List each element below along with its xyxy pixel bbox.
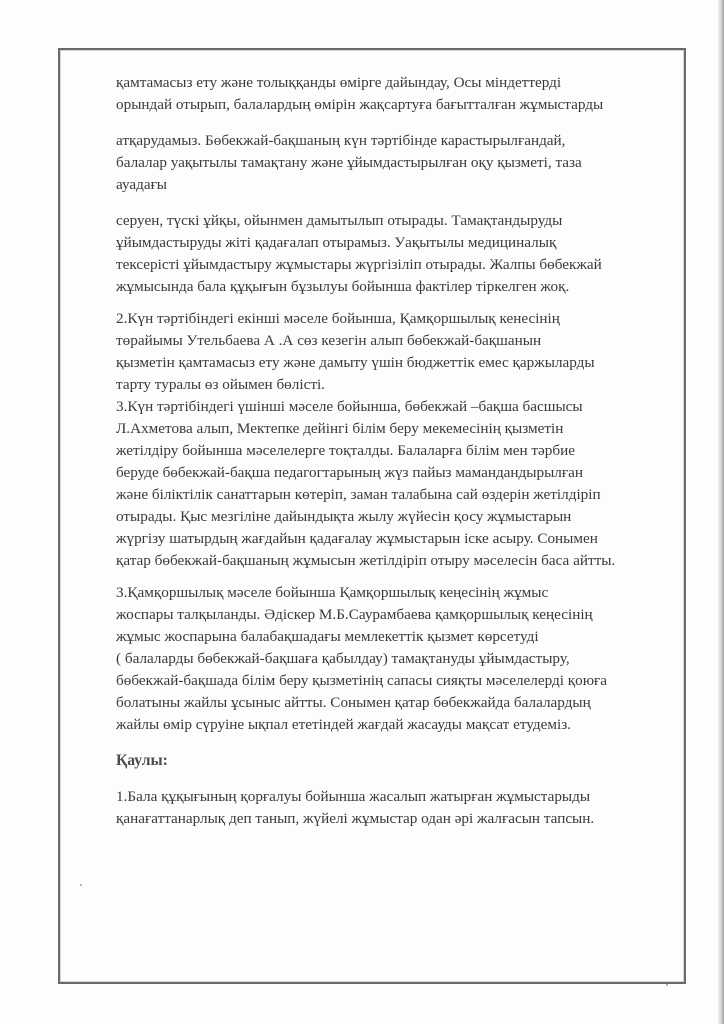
text-line: ауадағы (116, 176, 168, 193)
text-line: отырады. Қыс мезгіліне дайындықта жылу жүйесін қосу жұмыстарын (116, 508, 572, 525)
text-line: 2.Күн тәртібіндегі екінші мәселе бойынша, Қамқоршылық кенесінің (116, 310, 560, 327)
paragraph-intro (116, 72, 668, 116)
paragraph-agenda-items (116, 308, 668, 572)
text-line: 3.Күн тәртібіндегі үшінші мәселе бойынша, бөбекжай –бақша басшысы (116, 398, 583, 415)
scan-speck (666, 984, 668, 986)
document-body (116, 72, 668, 830)
resolution-heading: Қаулы: (116, 752, 168, 769)
text-line: қатар бөбекжай-бақшаның жұмысын жетілдіріп отыру мәселесін баса айтты. (116, 552, 616, 569)
paragraph-trustee-council (116, 582, 668, 736)
paragraph-resolution (116, 786, 668, 830)
paragraph-daily-routine (116, 130, 668, 196)
text-line: ұйымдастыруды жіті қадағалап отырамыз. Уақытылы медициналық (116, 234, 557, 251)
text-line: 1.Бала құқығының қорғалуы бойынша жасалып жатырған жұмыстарыды (116, 788, 591, 805)
text-line: жұмысында бала құқығын бұзылуы бойынша фактілер тіркелген жоқ. (116, 278, 570, 295)
paragraph-walks-and-meals (116, 210, 668, 298)
text-line: қамтамасыз ету және толыққанды өмірге дайындау, Осы міндеттерді (116, 74, 562, 91)
text-line: ( балаларды бөбекжай-бақшаға қабылдау) тамақтануды ұйымдастыру, (116, 650, 570, 667)
text-line: жүргізу шатырдың жағдайын қадағалау жұмыстарын іске асыру. Сонымен (116, 530, 598, 547)
text-line: тарту туралы өз ойымен бөлісті. (116, 376, 325, 393)
text-line: бөбекжай-бақшада білім беру қызметінің сапасы сияқты мәселелерді қоюға (116, 672, 608, 689)
scan-edge (718, 0, 724, 1024)
text-line: балалар уақытылы тамақтану және ұйымдастырылған оқу қызметі, таза (116, 154, 582, 171)
text-line: жайлы өмір сүруіне ықпал ететіндей жағдай жасауды мақсат етудеміз. (116, 716, 572, 733)
text-line: жетілдіру бойынша мәселелерге тоқталды. Балаларға білім мен тәрбие (116, 442, 575, 459)
text-line: 3.Қамқоршылық мәселе бойынша Қамқоршылық кеңесінің жұмыс (116, 584, 549, 601)
text-line: болатыны жайлы ұсыныс айтты. Сонымен қатар бөбекжайда балалардың (116, 694, 591, 711)
text-line: жұмыс жоспарына балабақшадағы мемлекеттік қызмет көрсетуді (116, 628, 539, 645)
text-line: қызметін қамтамасыз ету және дамыту үшін бюджеттік емес қаржыларды (116, 354, 595, 371)
text-line: серуен, түскі ұйқы, ойынмен дамытылып отырады. Тамақтандыруды (116, 212, 563, 229)
text-line: және біліктілік санаттарын көтеріп, заман талабына сай өздерін жетілдіріп (116, 486, 601, 503)
text-line: төрайымы Утельбаева А .А сөз кезегін алып бөбекжай-бақшанын (116, 332, 542, 349)
text-line: қанағаттанарлық деп танып, жүйелі жұмыстар одан әрі жалғасын тапсын. (116, 810, 595, 827)
text-line: атқарудамыз. Бөбекжай-бақшаның күн тәртібінде карастырылғандай, (116, 132, 566, 149)
text-line: Л.Ахметова алып, Мектепке дейінгі білім беру мекемесінің қызметін (116, 420, 564, 437)
scan-speck (80, 884, 82, 886)
text-line: жоспары талқыланды. Әдіскер М.Б.Саурамбаева қамқоршылық кеңесінің (116, 606, 593, 623)
text-line: орындай отырып, балалардың өмірін жақсартуға бағытталған жұмыстарды (116, 96, 604, 113)
text-line: беруде бөбекжай-бақша педагогтарының жүз пайыз мамандандырылған (116, 464, 583, 481)
text-line: тексерісті ұйымдастыру жұмыстары жүргізіліп отырады. Жалпы бөбекжай (116, 256, 602, 273)
